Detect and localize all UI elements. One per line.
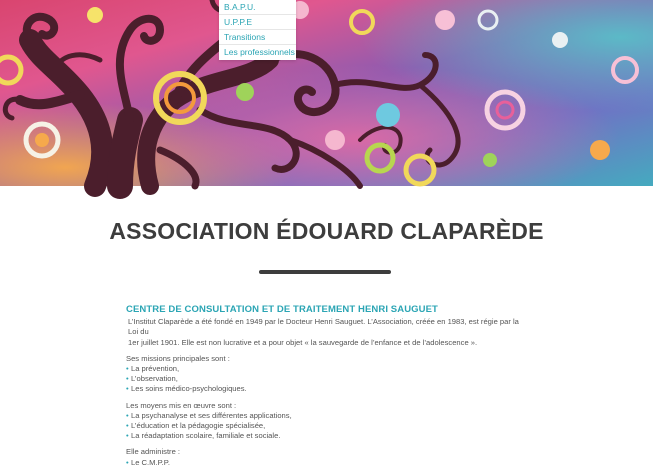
bullet-icon: •	[126, 374, 129, 384]
bullet-icon: •	[126, 431, 129, 441]
section-heading: CENTRE DE CONSULTATION ET DE TRAITEMENT HENRI SAUGUET	[126, 304, 438, 315]
hero-banner	[0, 0, 653, 186]
administers-label: Elle administre :	[126, 447, 181, 457]
intro-line-1: L’Institut Claparède a été fondé en 1949 par le Docteur Henri Sauguet. L’Association, créée en 1983, est régie par la Loi du	[128, 317, 519, 337]
list-item: • L’observation,	[126, 374, 178, 384]
bullet-icon: •	[126, 384, 129, 394]
page-title: ASSOCIATION ÉDOUARD CLAPARÈDE	[109, 218, 544, 244]
list-item: • Les soins médico-psychologiques.	[126, 384, 247, 394]
list-item: • La prévention,	[126, 364, 180, 374]
list-item: • L’éducation et la pédagogie spécialisée,	[126, 421, 266, 431]
list-item: • Le C.M.P.P.	[126, 457, 170, 467]
main-content	[126, 305, 526, 474]
intro-line-2: 1er juillet 1901. Elle est non lucrative et a pour objet « la sauvegarde de l’enfance et de l’adolescence ».	[128, 337, 478, 347]
missions-list	[126, 364, 526, 395]
bullet-icon: •	[126, 421, 129, 431]
list-item: • La psychanalyse et ses différentes applications,	[126, 410, 292, 420]
menu-item-bapu[interactable]: B.A.P.U.	[219, 0, 296, 15]
intro-paragraph	[126, 317, 526, 348]
bullet-icon: •	[126, 410, 129, 420]
nav-dropdown-menu	[219, 0, 296, 60]
bullet-icon: •	[126, 364, 129, 374]
administers-list	[126, 458, 526, 468]
means-list	[126, 411, 526, 442]
missions-label: Ses missions principales sont :	[126, 353, 230, 363]
bullet-icon: •	[126, 457, 129, 467]
menu-item-uppe[interactable]: U.P.P.E	[219, 15, 296, 30]
title-divider	[259, 270, 391, 274]
menu-item-les-professionnels[interactable]: Les professionnels	[224, 47, 295, 57]
menu-item-transitions[interactable]: Transitions	[219, 30, 296, 45]
list-item: • La réadaptation scolaire, familiale et sociale.	[126, 431, 281, 441]
means-label: Les moyens mis en œuvre sont :	[126, 400, 237, 410]
painted-tree-illustration	[0, 0, 653, 186]
